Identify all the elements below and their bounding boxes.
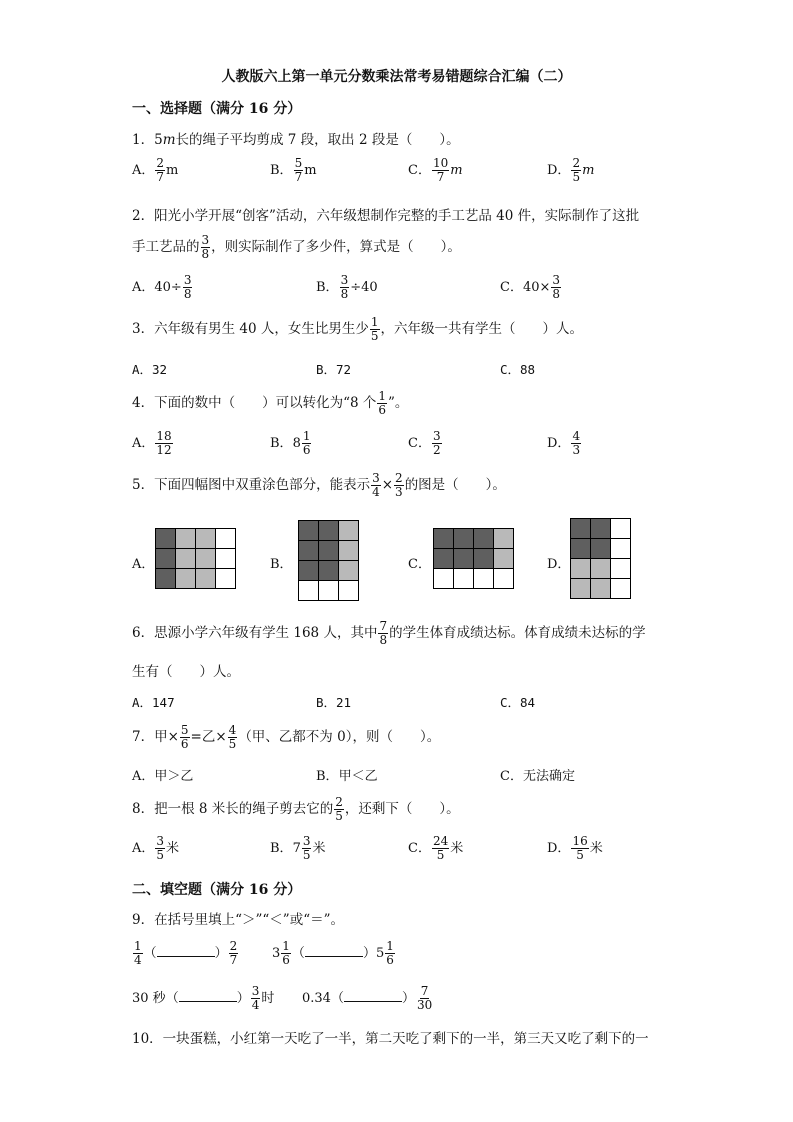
q7-option-c[interactable]: C．无法确定 [500, 769, 575, 784]
question-9: 9．在括号里填上“＞”“＜”或“＝”。 [132, 912, 344, 928]
q3-option-a[interactable]: A．32 [132, 362, 168, 377]
q7-option-b[interactable]: B．甲＜乙 [316, 769, 378, 784]
q5-figure-a[interactable] [155, 528, 236, 589]
q2-option-b[interactable]: B． $\frac{3}{8}$ ÷40 [316, 273, 378, 301]
question-3: 3．六年级有男生 40 人，女生比男生少 $\frac{1}{5}$ ，六年级一共有学生（ ）人。 [132, 315, 583, 343]
q2-option-a[interactable]: A．40÷ $\frac{3}{8}$ [132, 273, 192, 301]
q5-figure-c[interactable] [433, 528, 514, 589]
question-10: 10．一块蛋糕，小红第一天吃了一半，第二天吃了剩下的一半，第三天又吃了剩下的一 [132, 1031, 649, 1047]
q5-option-c-label[interactable]: C． [408, 557, 431, 572]
q6-option-a[interactable]: A．147 [132, 695, 175, 710]
question-2-line2: 手工艺品的 $\frac{3}{8}$ ，则实际制作了多少件，算式是（ ）。 [132, 233, 461, 261]
q8-option-b[interactable]: B．7 $\frac{3}{5}$ 米 [270, 834, 326, 862]
q1-option-c[interactable]: C． $\frac{10}{7}$ m [408, 156, 463, 184]
q1-option-b[interactable]: B． $\frac{5}{7}$ m [270, 156, 317, 184]
section-heading-fill: 二、填空题（满分 16 分） [132, 882, 302, 898]
question-1: 1．5m长的绳子平均剪成 7 段，取出 2 段是（ ）。 [132, 132, 460, 148]
question-7: 7．甲× $\frac{5}{6}$ =乙× $\frac{4}{5}$ （甲、乙都不为 0），则（ ）。 [132, 723, 441, 751]
question-5: 5．下面四幅图中双重涂色部分，能表示 $\frac{3}{4}$ × $\frac{2}{3}$ 的图是（ ）。 [132, 471, 506, 499]
section-heading-choice: 一、选择题（满分 16 分） [132, 101, 302, 117]
q5-option-d-label[interactable]: D． [547, 557, 571, 572]
q5-figure-d[interactable] [570, 518, 631, 599]
question-6-line1: 6．思源小学六年级有学生 168 人，其中 $\frac{7}{8}$ 的学生体育成绩达标。体育成绩未达标的学 [132, 619, 646, 647]
question-2-line1: 2．阳光小学开展“创客”活动，六年级想制作完整的手工艺品 40 件，实际制作了这批 [132, 208, 640, 224]
q9-blank-2[interactable] [305, 944, 363, 957]
q9-row2-b: 0.34（ ） $\frac{7}{30}$ [302, 984, 433, 1012]
q1-option-a[interactable]: A． $\frac{2}{7}$ m [132, 156, 179, 184]
q9-blank-4[interactable] [344, 989, 402, 1002]
q9-row1-b: 3 $\frac{1}{6}$ （ ）5 $\frac{1}{6}$ [272, 939, 394, 967]
q7-option-a[interactable]: A．甲＞乙 [132, 769, 194, 784]
q4-option-a[interactable]: A． $\frac{18}{12}$ [132, 429, 172, 457]
q6-option-b[interactable]: B．21 [316, 695, 352, 710]
q3-option-b[interactable]: B．72 [316, 362, 352, 377]
q4-option-b[interactable]: B．8 $\frac{1}{6}$ [270, 429, 311, 457]
q8-option-c[interactable]: C． $\frac{24}{5}$ 米 [408, 834, 464, 862]
q5-figure-b[interactable] [298, 520, 359, 601]
q8-option-d[interactable]: D． $\frac{16}{5}$ 米 [547, 834, 603, 862]
q9-row1-a: $\frac{1}{4}$ （ ） $\frac{2}{7}$ [134, 939, 238, 967]
q3-option-c[interactable]: C．88 [500, 362, 536, 377]
question-4: 4．下面的数中（ ）可以转化为“8 个 $\frac{1}{6}$ ”。 [132, 389, 409, 417]
q1-option-d[interactable]: D． $\frac{2}{5}$ m [547, 156, 595, 184]
q2-option-c[interactable]: C．40× $\frac{3}{8}$ [500, 273, 561, 301]
q5-option-a-label[interactable]: A． [132, 557, 155, 572]
q4-option-d[interactable]: D． $\frac{4}{3}$ [547, 429, 581, 457]
q8-option-a[interactable]: A． $\frac{3}{5}$ 米 [132, 834, 180, 862]
question-8: 8．把一根 8 米长的绳子剪去它的 $\frac{2}{5}$ ，还剩下（ ）。 [132, 795, 460, 823]
page-title: 人教版六上第一单元分数乘法常考易错题综合汇编（二） [221, 69, 572, 85]
q5-option-b-label[interactable]: B． [270, 557, 293, 572]
question-6-line2: 生有（ ）人。 [132, 664, 240, 680]
q9-row2-a: 30 秒（ ） $\frac{3}{4}$ 时 [132, 984, 275, 1012]
q9-blank-3[interactable] [179, 989, 237, 1002]
q4-option-c[interactable]: C． $\frac{3}{2}$ [408, 429, 441, 457]
q6-option-c[interactable]: C．84 [500, 695, 536, 710]
q9-blank-1[interactable] [157, 944, 215, 957]
